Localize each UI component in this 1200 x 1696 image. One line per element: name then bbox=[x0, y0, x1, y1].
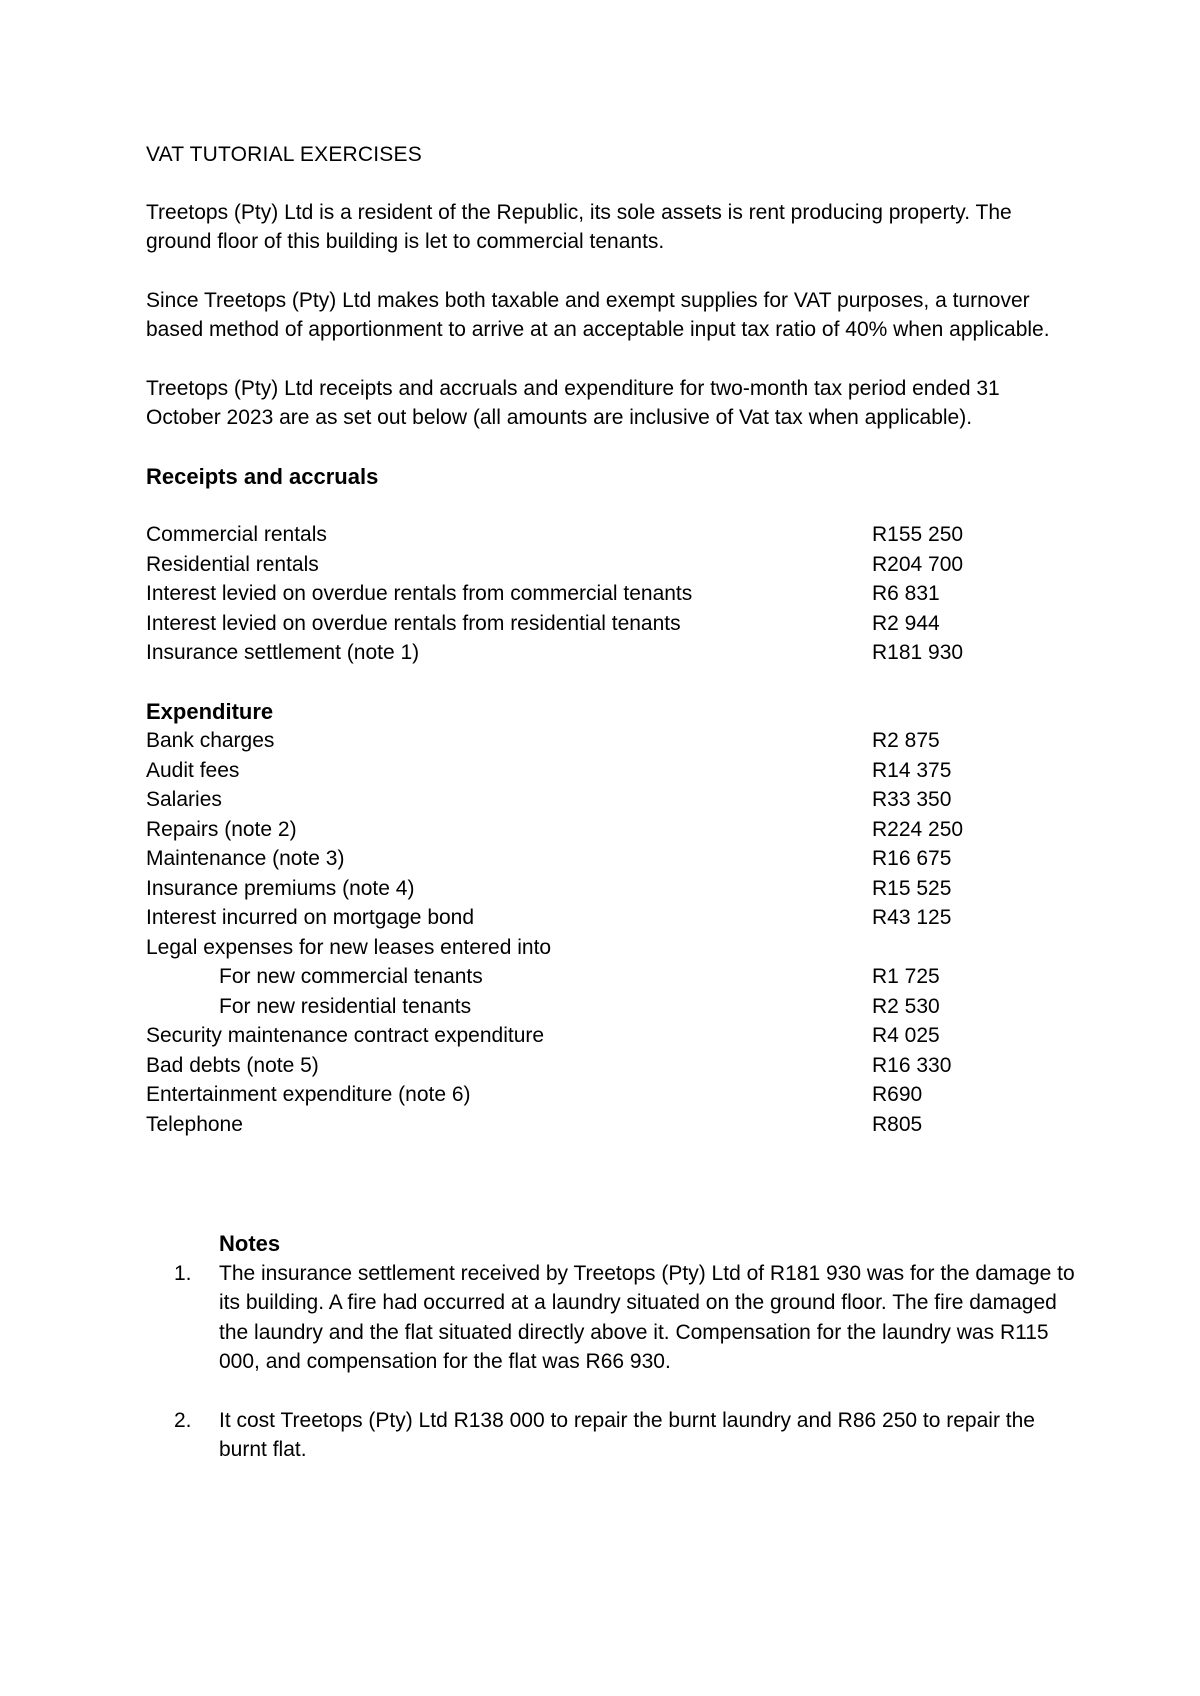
receipts-row-amount: R6 831 bbox=[872, 582, 940, 605]
expenditure-row bbox=[146, 844, 1076, 874]
document-page bbox=[146, 140, 1076, 1465]
expenditure-row-amount: R43 125 bbox=[872, 906, 952, 929]
document-title: VAT TUTORIAL EXERCISES bbox=[146, 143, 422, 166]
expenditure-row bbox=[146, 756, 1076, 786]
receipts-row bbox=[146, 638, 1076, 668]
expenditure-row-label: Bad debts (note 5) bbox=[146, 1053, 319, 1077]
expenditure-row bbox=[146, 903, 1076, 933]
expenditure-row bbox=[146, 962, 1076, 992]
expenditure-row-label: Telephone bbox=[146, 1112, 243, 1136]
expenditure-row-label: Bank charges bbox=[146, 729, 275, 752]
expenditure-row-label: Insurance premiums (note 4) bbox=[146, 876, 415, 900]
expenditure-row-amount: R16 675 bbox=[872, 847, 952, 870]
note-number: 1. bbox=[174, 1261, 192, 1285]
expenditure-row-label: For new residential tenants bbox=[219, 994, 472, 1018]
receipts-row-amount: R204 700 bbox=[872, 552, 964, 576]
note-item bbox=[146, 1406, 1076, 1465]
expenditure-row-label: Security maintenance contract expenditure bbox=[146, 1024, 545, 1047]
expenditure-row-label: Maintenance (note 3) bbox=[146, 847, 345, 870]
intro-paragraph: Treetops (Pty) Ltd is a resident of the Republic, its sole assets is rent producing property. The ground floor of this building is let to commercial tenants. bbox=[146, 200, 1012, 253]
expenditure-row bbox=[146, 815, 1076, 845]
expenditure-row-label: Salaries bbox=[146, 788, 222, 811]
expenditure-row-amount: R33 350 bbox=[872, 788, 952, 811]
expenditure-row-amount: R224 250 bbox=[872, 817, 964, 841]
expenditure-row bbox=[146, 1080, 1076, 1110]
expenditure-row-label: For new commercial tenants bbox=[219, 965, 483, 988]
expenditure-table bbox=[146, 726, 1076, 1139]
note-item bbox=[146, 1259, 1076, 1377]
expenditure-row-label: Entertainment expenditure (note 6) bbox=[146, 1083, 471, 1106]
expenditure-row-amount: R15 525 bbox=[872, 876, 952, 900]
expenditure-row bbox=[146, 933, 1076, 963]
expenditure-row-label: Audit fees bbox=[146, 758, 240, 782]
expenditure-row-amount: R14 375 bbox=[872, 758, 952, 782]
expenditure-row bbox=[146, 992, 1076, 1022]
apportionment-paragraph: Since Treetops (Pty) Ltd makes both taxable and exempt supplies for VAT purposes, a turnover based method of apportionment to arrive at an acceptable input tax ratio of 40% when applicable. bbox=[146, 288, 1050, 341]
receipts-row-label: Commercial rentals bbox=[146, 523, 327, 546]
expenditure-row-amount: R690 bbox=[872, 1083, 923, 1106]
expenditure-heading: Expenditure bbox=[146, 698, 274, 724]
period-paragraph: Treetops (Pty) Ltd receipts and accruals and expenditure for two-month tax period ended 31 October 2023 are as set out below (all amounts are inclusive of Vat tax when applicable). bbox=[146, 376, 1000, 429]
note-text: It cost Treetops (Pty) Ltd R138 000 to repair the burnt laundry and R86 250 to repair the burnt flat. bbox=[219, 1408, 1035, 1461]
expenditure-row bbox=[146, 874, 1076, 904]
expenditure-row-amount: R1 725 bbox=[872, 965, 940, 988]
expenditure-row bbox=[146, 726, 1076, 756]
receipts-row-amount: R155 250 bbox=[872, 523, 964, 546]
expenditure-row-amount: R805 bbox=[872, 1112, 923, 1136]
receipts-row-label: Interest levied on overdue rentals from residential tenants bbox=[146, 611, 681, 635]
expenditure-row-amount: R16 330 bbox=[872, 1053, 952, 1077]
receipts-row-label: Insurance settlement (note 1) bbox=[146, 641, 420, 664]
receipts-table bbox=[146, 520, 1076, 668]
notes-section bbox=[146, 1229, 1076, 1465]
receipts-row bbox=[146, 609, 1076, 639]
expenditure-row-label: Repairs (note 2) bbox=[146, 817, 297, 841]
receipts-row bbox=[146, 550, 1076, 580]
expenditure-row bbox=[146, 1021, 1076, 1051]
expenditure-row bbox=[146, 1110, 1076, 1140]
expenditure-row-amount: R4 025 bbox=[872, 1024, 940, 1047]
receipts-row-label: Residential rentals bbox=[146, 552, 319, 576]
receipts-heading: Receipts and accruals bbox=[146, 463, 379, 489]
expenditure-row-label: Legal expenses for new leases entered into bbox=[146, 935, 552, 959]
expenditure-row bbox=[146, 1051, 1076, 1081]
note-number: 2. bbox=[174, 1408, 192, 1432]
expenditure-row-label: Interest incurred on mortgage bond bbox=[146, 906, 475, 929]
notes-heading: Notes bbox=[219, 1231, 281, 1256]
receipts-row bbox=[146, 520, 1076, 550]
receipts-row-label: Interest levied on overdue rentals from commercial tenants bbox=[146, 582, 693, 605]
expenditure-row-amount: R2 530 bbox=[872, 994, 940, 1018]
receipts-row bbox=[146, 579, 1076, 609]
receipts-row-amount: R2 944 bbox=[872, 611, 940, 635]
note-text: The insurance settlement received by Treetops (Pty) Ltd of R181 930 was for the damage to its building. A fire had occurred at a laundry situated on the ground floor. The fire damaged the laundry and the flat situated directly above it. Compensation for the laundry was R115 000, and compensation for the flat was R66 930. bbox=[219, 1261, 1075, 1373]
expenditure-row-amount: R2 875 bbox=[872, 729, 940, 752]
expenditure-row bbox=[146, 785, 1076, 815]
receipts-row-amount: R181 930 bbox=[872, 641, 964, 664]
